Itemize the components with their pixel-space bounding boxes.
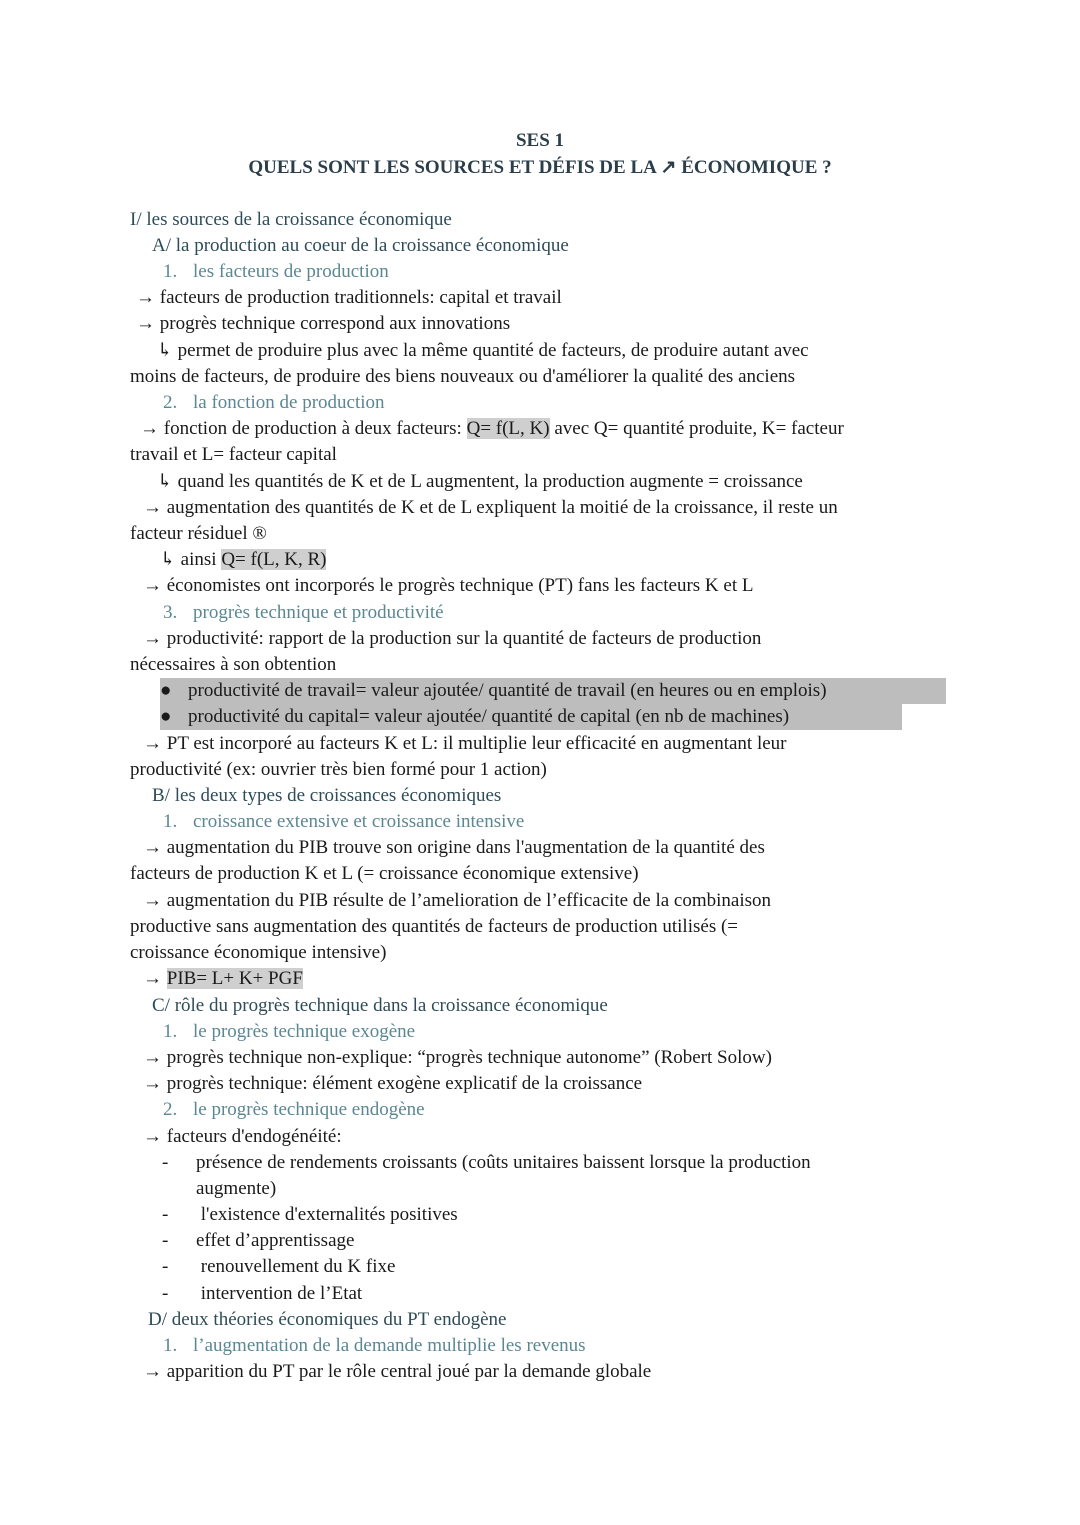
item-number: 2. xyxy=(163,392,178,413)
item-title: le progrès technique exogène xyxy=(193,1021,416,1042)
text-fragment: avec Q= quantité produite, K= facteur xyxy=(549,418,844,439)
dash-item xyxy=(162,1228,354,1254)
text-line: productivité (ex: ouvrier très bien formé pour 1 action) xyxy=(130,759,547,780)
text-line: → progrès technique non-explique: “progrès technique autonome” (Robert Solow) xyxy=(143,1047,772,1068)
dash-text: présence de rendements croissants (coûts unitaires baissent lorsque la production xyxy=(196,1152,811,1173)
text-fragment: ↳ ainsi xyxy=(160,549,222,570)
text-line xyxy=(160,547,326,573)
highlighted-formula: Q= f(L, K) xyxy=(466,418,550,439)
dash-text: renouvellement du K fixe xyxy=(196,1256,396,1277)
dash-item xyxy=(162,1254,395,1280)
item-title: l’augmentation de la demande multiplie les revenus xyxy=(193,1335,586,1356)
item-number: 2. xyxy=(163,1099,178,1120)
bullet-icon: ● xyxy=(160,680,172,701)
text-line: travail et L= facteur capital xyxy=(130,444,337,465)
bullet-text: productivité de travail= valeur ajoutée/ quantité de travail (en heures ou en emplois) xyxy=(188,680,827,701)
text-line: → progrès technique correspond aux innovations xyxy=(136,313,511,334)
text-fragment: → xyxy=(143,968,167,989)
bullet-icon: ● xyxy=(160,706,172,727)
text-line: ↳ quand les quantités de K et de L augmentent, la production augmente = croissance xyxy=(157,471,803,492)
item-title: progrès technique et productivité xyxy=(193,602,444,623)
text-line: → augmentation des quantités de K et de L expliquent la moitié de la croissance, il reste un xyxy=(143,497,838,518)
text-line xyxy=(143,966,303,992)
text-line: augmente) xyxy=(196,1178,277,1199)
highlighted-bullet xyxy=(160,704,902,730)
dash-marker: - xyxy=(162,1230,169,1251)
numbered-heading xyxy=(163,259,389,285)
item-title: la fonction de production xyxy=(193,392,385,413)
text-line: → facteurs d'endogénéité: xyxy=(143,1126,342,1147)
numbered-heading xyxy=(163,809,524,835)
subsection-heading-a: A/ la production au coeur de la croissance économique xyxy=(152,235,569,256)
dash-item xyxy=(162,1281,362,1307)
dash-marker: - xyxy=(162,1283,169,1304)
item-number: 1. xyxy=(163,811,178,832)
text-line: facteur résiduel ® xyxy=(130,523,267,544)
highlighted-bullet xyxy=(160,678,946,704)
subsection-heading-d: D/ deux théories économiques du PT endogène xyxy=(148,1309,507,1330)
dash-marker: - xyxy=(162,1152,169,1173)
highlighted-formula: PIB= L+ K+ PGF xyxy=(166,968,303,989)
item-number: 1. xyxy=(163,261,178,282)
subsection-heading-b: B/ les deux types de croissances économiques xyxy=(152,785,502,806)
item-number: 1. xyxy=(163,1335,178,1356)
text-line: → augmentation du PIB trouve son origine dans l'augmentation de la quantité des xyxy=(143,837,765,858)
dash-marker: - xyxy=(162,1204,169,1225)
section-heading-1: I/ les sources de la croissance économique xyxy=(130,209,452,230)
item-title: le progrès technique endogène xyxy=(193,1099,425,1120)
text-fragment: → fonction de production à deux facteurs: xyxy=(140,418,467,439)
document-subtitle: QUELS SONT LES SOURCES ET DÉFIS DE LA ↗ ÉCONOMIQUE ? xyxy=(248,157,832,178)
text-line: → augmentation du PIB résulte de l’amelioration de l’efficacite de la combinaison xyxy=(143,890,772,911)
dash-text: intervention de l’Etat xyxy=(196,1283,363,1304)
dash-text: effet d’apprentissage xyxy=(196,1230,355,1251)
numbered-heading xyxy=(163,1097,425,1123)
dash-item xyxy=(162,1150,811,1176)
bullet-text: productivité du capital= valeur ajoutée/ quantité de capital (en nb de machines) xyxy=(188,706,790,727)
highlighted-formula: Q= f(L, K, R) xyxy=(221,549,327,570)
text-line: → PT est incorporé au facteurs K et L: il multiplie leur efficacité en augmentant leur xyxy=(143,733,787,754)
text-line: → apparition du PT par le rôle central joué par la demande globale xyxy=(143,1361,652,1382)
text-line: productive sans augmentation des quantités de facteurs de production utilisés (= xyxy=(130,916,738,937)
text-line: ↳ permet de produire plus avec la même quantité de facteurs, de produire autant avec xyxy=(157,340,809,361)
dash-item xyxy=(162,1202,458,1228)
numbered-heading xyxy=(163,1019,415,1045)
dash-text: l'existence d'externalités positives xyxy=(196,1204,458,1225)
dash-marker: - xyxy=(162,1256,169,1277)
text-line: croissance économique intensive) xyxy=(130,942,387,963)
item-title: croissance extensive et croissance intensive xyxy=(193,811,525,832)
text-line: → productivité: rapport de la production sur la quantité de facteurs de production xyxy=(143,628,762,649)
document-title: SES 1 xyxy=(515,130,565,151)
numbered-heading xyxy=(163,600,444,626)
text-line: facteurs de production K et L (= croissance économique extensive) xyxy=(130,863,639,884)
item-number: 3. xyxy=(163,602,178,623)
text-line xyxy=(140,416,844,442)
text-line: → économistes ont incorporés le progrès technique (PT) fans les facteurs K et L xyxy=(143,575,754,596)
text-line: moins de facteurs, de produire des biens nouveaux ou d'améliorer la qualité des anciens xyxy=(130,366,796,387)
text-line: nécessaires à son obtention xyxy=(130,654,337,675)
item-title: les facteurs de production xyxy=(193,261,389,282)
subsection-heading-c: C/ rôle du progrès technique dans la croissance économique xyxy=(152,995,608,1016)
text-line: → facteurs de production traditionnels: capital et travail xyxy=(136,287,562,308)
item-number: 1. xyxy=(163,1021,178,1042)
text-line: → progrès technique: élément exogène explicatif de la croissance xyxy=(143,1073,643,1094)
numbered-heading xyxy=(163,390,385,416)
numbered-heading xyxy=(163,1333,586,1359)
